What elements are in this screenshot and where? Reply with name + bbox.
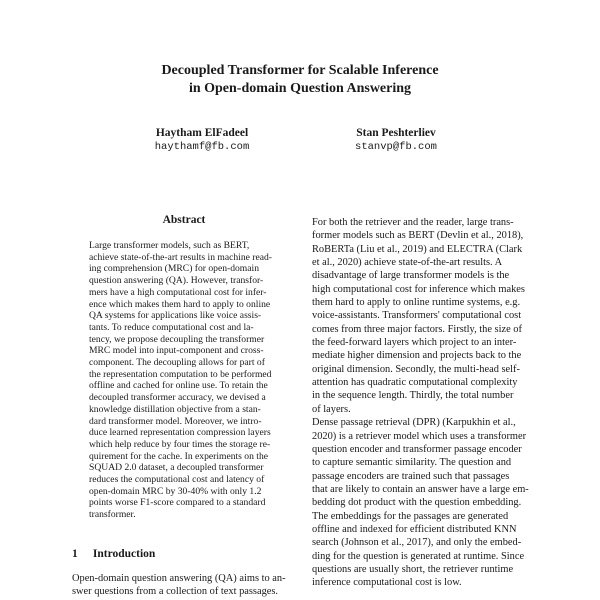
abstract-text: Large transformer models, such as BERT, achieve state-of-the-art results in machine read- ing comprehension (MRC) for open-domain question answering (QA). However, transfor- mers have a high computational cost for infer- ence which makes them hard to apply to online QA systems for applications like voice assis- tants. To reduce computational cost and la- tency, we propose decoupling the transformer MRC model into input-component and cross- component. The decoupling allows for part of the representation computation to be performed offline and cached for online use. To retain the decoupled transformer accuracy, we devised a knowledge distillation objective from a stan- dard transformer model. Moreover, we intro- duce learned representation compression layers which help reduce by four times the storage re- quirement for the cache. In experiments on the SQUAD 2.0 dataset, a decoupled transformer reduces the computational cost and latency of open-domain MRC by 30-40% with only 1.2 points worse F1-score compared to a standard transformer. [89,240,272,521]
author-name: Stan Peshterliev [356,127,436,139]
section-title: Introduction [92,548,156,560]
author-name: Haytham ElFadeel [155,127,249,139]
paper-title [0,62,600,98]
right-column [312,216,534,590]
body-paragraph: Dense passage retrieval (DPR) (Karpukhin et al., 2020) is a retriever model which uses a transformer question encoder and transformer passage encoder to capture semantic similarity. The question and passage encoders are trained such that passages that are likely to contain an answer have a large em- bedding dot product with the question embedding. The embeddings for the passages are generated offline and indexed for efficient distributed KNN search (Johnson et al., 2017), and only the embed- ding for the question is generated at runtime. Since questions are usually short, the retriever runtime inference computational cost is low. [312,417,529,589]
section-number: 1 [72,548,78,560]
author-email: haythamf@fb.com [154,141,250,153]
title-line-2: in Open-domain Question Answering [188,81,412,96]
intro-paragraph: Open-domain question answering (QA) aims to an- swer questions from a collection of text passages. [72,573,286,598]
author-block [102,126,302,154]
title-line-1: Decoupled Transformer for Scalable Inference [161,63,439,78]
body-paragraph: For both the retriever and the reader, large trans- former models such as BERT (Devlin et al., 2018), RoBERTa (Liu et al., 2019) and ELECTRA (Clark et al., 2020) achieve state-of-the-art results. A disadvantage of large transformer models is the high computational cost for inference which makes them hard to apply to online runtime systems, e.g. voice-assistants. Transformers' computational cost comes from three major factors. Firstly, the size of the feed-forward layers which project to an inter- mediate higher dimension and projects back to the original dimension. Secondly, the multi-head self- attention has quadratic computational complexity in the sequence length. Thirdly, the total number of layers. [312,217,525,415]
author-email: stanvp@fb.com [355,141,437,153]
abstract-heading: Abstract [162,214,206,226]
author-block [296,126,496,154]
section-heading [72,547,302,561]
